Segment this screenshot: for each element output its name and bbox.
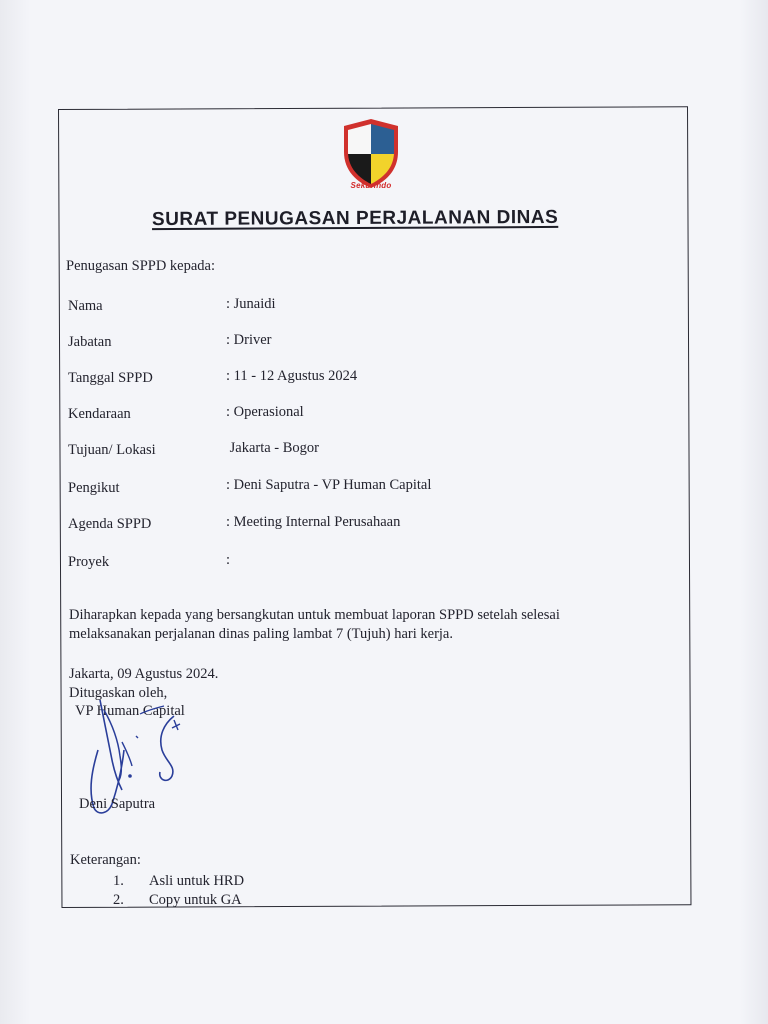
field-label-agenda: Agenda SPPD (68, 516, 152, 532)
field-value-tujuan: Jakarta - Bogor (226, 440, 320, 456)
field-value-proyek: : (226, 552, 231, 568)
instruction-line-2: melaksanakan perjalanan dinas paling lambat 7 (Tujuh) hari kerja. (69, 626, 453, 642)
field-value-kendaraan: : Operasional (226, 404, 304, 420)
field-label-proyek: Proyek (68, 554, 110, 570)
field-label-kendaraan: Kendaraan (68, 406, 131, 422)
logo-caption: Sekurindo (350, 181, 392, 190)
field-value-jabatan: : Driver (226, 332, 272, 348)
field-label-pengikut: Pengikut (68, 480, 120, 496)
assigned-by: Ditugaskan oleh, (69, 685, 168, 701)
signer-name: Deni Saputra (79, 796, 156, 812)
field-value-pengikut: : Deni Saputra - VP Human Capital (226, 477, 432, 493)
field-label-nama: Nama (68, 298, 103, 314)
note-number-2: 2. (113, 892, 124, 908)
field-value-nama: : Junaidi (226, 296, 276, 312)
document-title: SURAT PENUGASAN PERJALANAN DINAS (151, 206, 559, 231)
field-label-tanggal: Tanggal SPPD (68, 370, 153, 386)
field-value-tanggal: : 11 - 12 Agustus 2024 (226, 368, 358, 384)
instruction-line-1: Diharapkan kepada yang bersangkutan untuk membuat laporan SPPD setelah selesai (69, 607, 560, 623)
note-text-2: Copy untuk GA (149, 892, 242, 908)
notes-label: Keterangan: (70, 852, 141, 868)
place-date: Jakarta, 09 Agustus 2024. (69, 666, 219, 682)
field-label-tujuan: Tujuan/ Lokasi (68, 442, 156, 458)
note-number-1: 1. (113, 873, 124, 889)
field-value-agenda: : Meeting Internal Perusahaan (226, 514, 401, 530)
note-text-1: Asli untuk HRD (149, 873, 245, 889)
intro-text: Penugasan SPPD kepada: (66, 258, 216, 274)
field-label-jabatan: Jabatan (68, 334, 112, 350)
signer-title: VP Human Capital (75, 703, 185, 719)
